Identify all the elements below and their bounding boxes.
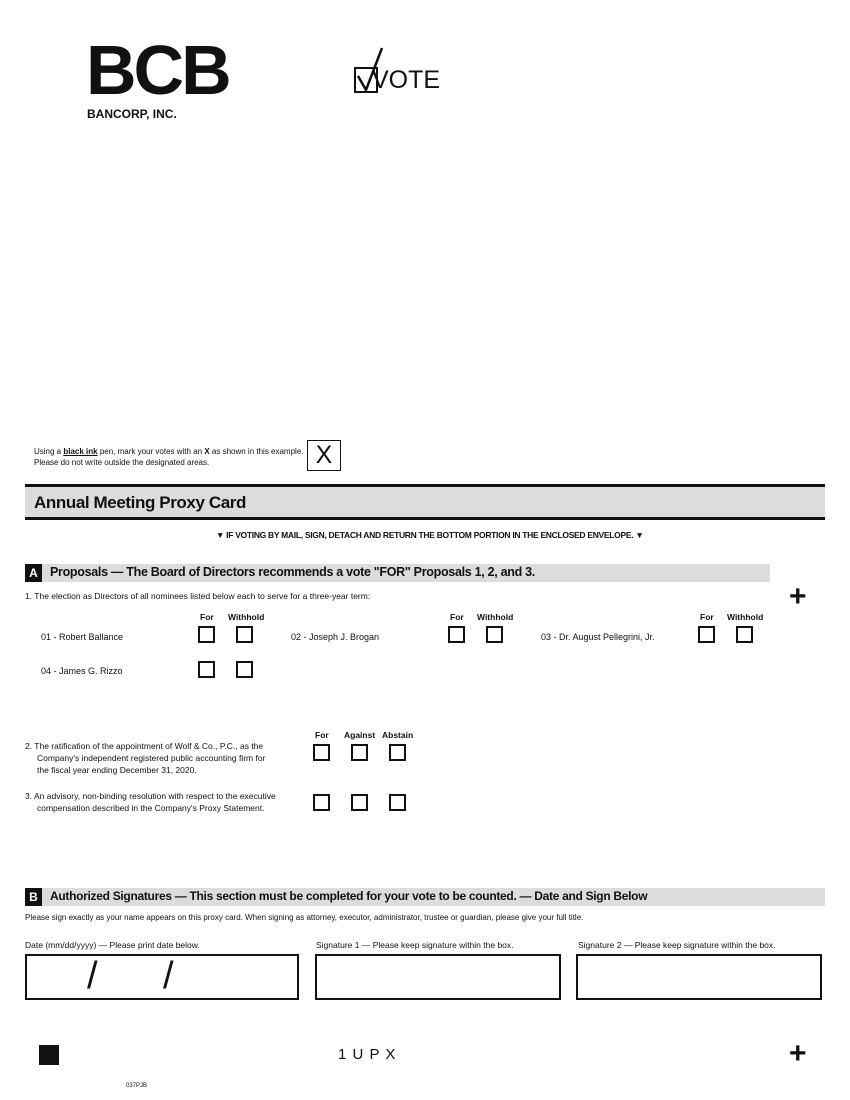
card-title: Annual Meeting Proxy Card	[34, 493, 246, 512]
signature-2-box[interactable]	[576, 954, 822, 1000]
section-b-letter: B	[25, 888, 42, 906]
col-withhold-2: Withhold	[477, 612, 514, 622]
proposal-3-for-checkbox[interactable]	[313, 794, 330, 811]
nominee-04-withhold-checkbox[interactable]	[236, 661, 253, 678]
col-for-p2: For	[315, 730, 329, 740]
instructions-line2: Please do not write outside the designated areas.	[34, 458, 210, 467]
section-a-title: Proposals — The Board of Directors recommends a vote "FOR" Proposals 1, 2, and 3.	[50, 565, 535, 579]
nominee-02: 02 - Joseph J. Brogan	[291, 632, 380, 642]
bancorp-sub: BANCORP, INC.	[87, 107, 177, 121]
nominee-01: 01 - Robert Ballance	[41, 632, 124, 642]
col-withhold-3: Withhold	[727, 612, 764, 622]
example-x: X	[315, 441, 333, 469]
proposal-3-text: 3. An advisory, non-binding resolution with respect to the executive compensation described in the Company's Proxy Statement.	[25, 791, 276, 813]
nominee-02-withhold-checkbox[interactable]	[486, 626, 503, 643]
vote-logo	[352, 46, 442, 98]
proposal-1-text: 1. The election as Directors of all nominees listed below each to serve for a three-year term:	[25, 591, 371, 601]
nominee-03-for-checkbox[interactable]	[698, 626, 715, 643]
bcb-logo	[86, 31, 301, 128]
col-withhold-1: Withhold	[228, 612, 265, 622]
bcb-letters: BCB	[86, 31, 229, 109]
nominee-04: 04 - James G. Rizzo	[41, 666, 123, 676]
footer-code: 1 U P X	[338, 1046, 397, 1063]
col-for-1: For	[200, 612, 214, 622]
nominee-04-for-checkbox[interactable]	[198, 661, 215, 678]
date-input-box[interactable]	[25, 954, 299, 1000]
detach-notice: ▼ IF VOTING BY MAIL, SIGN, DETACH AND RETURN THE BOTTOM PORTION IN THE ENCLOSED ENVELOPE. ▼	[216, 530, 644, 540]
section-a-letter: A	[25, 564, 42, 582]
small-code: 037PJB	[126, 1083, 148, 1089]
vote-word: VOTE	[372, 66, 441, 94]
nominee-02-for-checkbox[interactable]	[448, 626, 465, 643]
section-b-header	[25, 888, 825, 906]
nominee-03-withhold-checkbox[interactable]	[736, 626, 753, 643]
signature-instruction: Please sign exactly as your name appears on this proxy card. When signing as attorney, executor, administrator, trustee or guardian, please give your full title.	[25, 913, 584, 922]
col-for-3: For	[700, 612, 714, 622]
corner-plus-top: +	[789, 580, 807, 613]
card-title-bar	[25, 484, 825, 520]
black-ink-emphasis: black ink	[63, 447, 98, 456]
proposal-2-text: 2. The ratification of the appointment of Wolf & Co., P.C., as the Company's independent registered public accounting firm for the fiscal year ending December 31, 2020.	[25, 741, 266, 775]
date-label: Date (mm/dd/yyyy) — Please print date below.	[25, 940, 200, 950]
col-against-p2: Against	[344, 730, 376, 740]
date-slash-1: /	[87, 955, 98, 997]
signature-1-label: Signature 1 — Please keep signature within the box.	[316, 940, 514, 950]
proposal-2-for-checkbox[interactable]	[313, 744, 330, 761]
signature-2-label: Signature 2 — Please keep signature within the box.	[578, 940, 776, 950]
signature-1-box[interactable]	[315, 954, 561, 1000]
registration-square	[39, 1045, 59, 1065]
nominee-01-for-checkbox[interactable]	[198, 626, 215, 643]
example-mark-box	[307, 440, 341, 471]
col-for-2: For	[450, 612, 464, 622]
instructions	[34, 446, 304, 468]
proposal-2-against-checkbox[interactable]	[351, 744, 368, 761]
proposal-3-abstain-checkbox[interactable]	[389, 794, 406, 811]
proposal-2-abstain-checkbox[interactable]	[389, 744, 406, 761]
date-slash-2: /	[163, 955, 174, 997]
corner-plus-bottom: +	[789, 1037, 807, 1070]
proposal-3-against-checkbox[interactable]	[351, 794, 368, 811]
section-a-header	[25, 564, 770, 582]
instructions-line1: Using a black ink pen, mark your votes with an X as shown in this example.	[34, 447, 304, 456]
section-b-title: Authorized Signatures — This section must be completed for your vote to be counted. — Date and Sign Below	[50, 889, 648, 903]
col-abstain-p2: Abstain	[382, 730, 414, 740]
nominee-03: 03 - Dr. August Pellegrini, Jr.	[541, 632, 655, 642]
nominee-01-withhold-checkbox[interactable]	[236, 626, 253, 643]
